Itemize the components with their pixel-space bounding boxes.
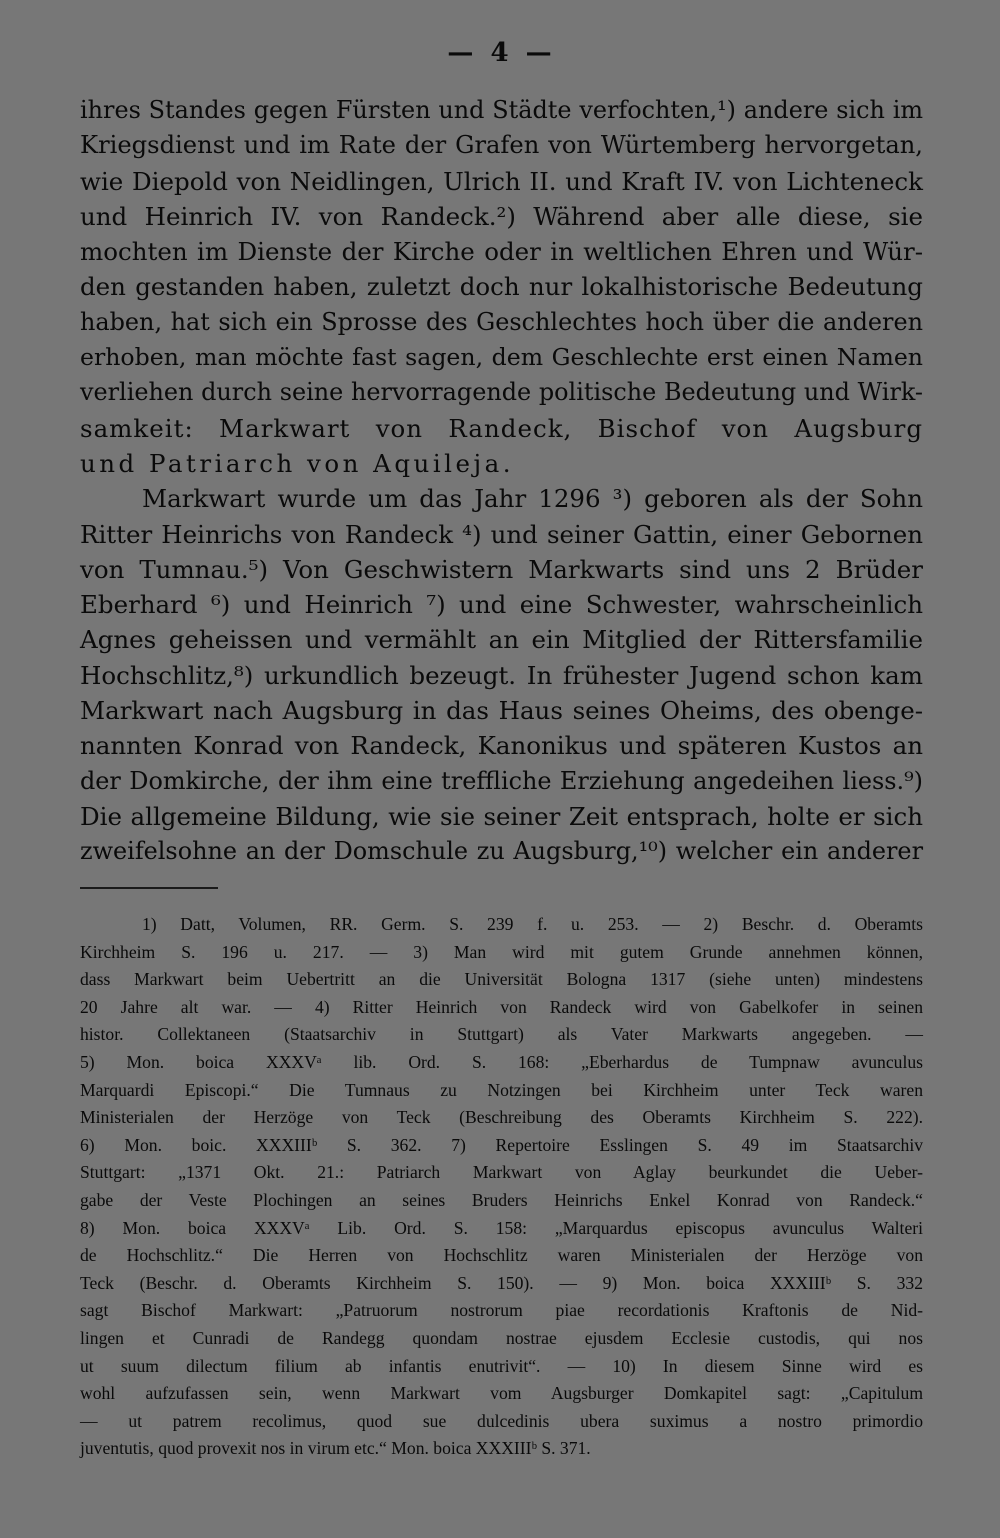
- text-line: Die allgemeine Bildung, wie sie seiner Zeit entsprach, holte er sich: [80, 801, 923, 831]
- footnote-line: juventutis, quod provexit nos in virum etc.“ Mon. boica XXXIIIᵇ S. 371.: [80, 1438, 591, 1459]
- text-line: den gestanden haben, zuletzt doch nur lokalhistorische Bedeutung: [80, 272, 923, 302]
- footnote-line: de Hochschlitz.“ Die Herren von Hochschlitz waren Ministerialen der Herzöge von: [80, 1245, 923, 1266]
- text-line: Eberhard ⁶) und Heinrich ⁷) und eine Schwester, wahrscheinlich: [80, 590, 923, 620]
- footnote-line: Stuttgart: „1371 Okt. 21.: Patriarch Markwart von Aglay beurkundet die Ueber-: [80, 1162, 923, 1183]
- footnote-line: histor. Collektaneen (Staatsarchiv in Stuttgart) als Vater Markwarts angegeben. —: [80, 1024, 923, 1045]
- footnote-line: ut suum dilectum filium ab infantis enutrivit“. — 10) In diesem Sinne wird es: [80, 1355, 923, 1376]
- text-line: und Patriarch von Aquileja.: [80, 448, 514, 478]
- text-line: nannten Konrad von Randeck, Kanonikus und späteren Kustos an: [80, 731, 923, 761]
- footnote-line: gabe der Veste Plochingen an seines Bruders Heinrichs Enkel Konrad von Randeck.“: [80, 1189, 923, 1210]
- text-line: samkeit: Markwart von Randeck, Bischof von Augsburg: [80, 413, 923, 443]
- text-line: und Heinrich IV. von Randeck.²) Während aber alle diese, sie: [80, 201, 923, 231]
- text-line: Ritter Heinrichs von Randeck ⁴) und seiner Gattin, einer Gebornen: [80, 519, 923, 549]
- footnote-line: 20 Jahre alt war. — 4) Ritter Heinrich von Randeck wird von Gabelkofer in seinen: [80, 996, 923, 1017]
- footnote-line: 5) Mon. boica XXXVᵃ lib. Ord. S. 168: „Eberhardus de Tumpnaw avunculus: [80, 1051, 923, 1072]
- page-number: — 4 —: [447, 38, 556, 68]
- footnote-line: 8) Mon. boica XXXVᵃ Lib. Ord. S. 158: „Marquardus episcopus avunculus Walteri: [80, 1217, 923, 1238]
- text-line: zweifelsohne an der Domschule zu Augsburg,¹⁰) welcher ein anderer: [80, 837, 923, 866]
- text-line: Markwart wurde um das Jahr 1296 ³) geboren als der Sohn: [142, 484, 923, 514]
- footnote-divider: [80, 887, 218, 889]
- footnote-line: Kirchheim S. 196 u. 217. — 3) Man wird mit gutem Grunde annehmen können,: [80, 941, 923, 962]
- text-line: Agnes geheissen und vermählt an ein Mitglied der Rittersfamilie: [80, 625, 923, 655]
- footnotes: [80, 911, 923, 1463]
- footnote-line: — ut patrem recolimus, quod sue dulcedinis ubera suximus a nostro primordio: [80, 1410, 923, 1431]
- text-line: Hochschlitz,⁸) urkundlich bezeugt. In frühester Jugend schon kam: [80, 660, 923, 690]
- footnote-line: 6) Mon. boic. XXXIIIᵇ S. 362. 7) Repertoire Esslingen S. 49 im Staatsarchiv: [80, 1134, 923, 1155]
- text-line: mochten im Dienste der Kirche oder in weltlichen Ehren und Wür-: [80, 237, 923, 267]
- footnote-line: lingen et Cunradi de Randegg quondam nostrae ejusdem Ecclesie custodis, qui nos: [80, 1327, 923, 1348]
- text-line: haben, hat sich ein Sprosse des Geschlechtes hoch über die anderen: [80, 307, 923, 336]
- footnote-line: sagt Bischof Markwart: „Patruorum nostrorum piae recordationis Kraftonis de Nid-: [80, 1300, 923, 1321]
- main-text: [80, 93, 923, 870]
- text-line: von Tumnau.⁵) Von Geschwistern Markwarts sind uns 2 Brüder: [80, 554, 923, 584]
- text-line: wie Diepold von Neidlingen, Ulrich II. und Kraft IV. von Lichteneck: [80, 166, 923, 196]
- text-line: der Domkirche, der ihm eine treffliche Erziehung angedeihen liess.⁹): [80, 766, 923, 795]
- text-line: erhoben, man möchte fast sagen, dem Geschlechte erst einen Namen: [80, 343, 923, 372]
- footnote-line: 1) Datt, Volumen, RR. Germ. S. 239 f. u. 253. — 2) Beschr. d. Oberamts: [142, 914, 923, 934]
- footnote-line: Ministerialen der Herzöge von Teck (Beschreibung des Oberamts Kirchheim S. 222).: [80, 1107, 923, 1128]
- text-line: ihres Standes gegen Fürsten und Städte verfochten,¹) andere sich im: [80, 96, 923, 124]
- footnote-line: wohl aufzufassen sein, wenn Markwart vom Augsburger Domkapitel sagt: „Capitulum: [80, 1383, 923, 1404]
- text-line: Kriegsdienst und im Rate der Grafen von Würtemberg hervorgetan,: [80, 131, 923, 160]
- footnote-line: dass Markwart beim Uebertritt an die Universität Bologna 1317 (siehe unten) mindestens: [80, 969, 923, 990]
- footnote-line: Marquardi Episcopi.“ Die Tumnaus zu Notzingen bei Kirchheim unter Teck waren: [80, 1079, 923, 1100]
- footnote-line: Teck (Beschr. d. Oberamts Kirchheim S. 150). — 9) Mon. boica XXXIIIᵇ S. 332: [80, 1272, 923, 1293]
- text-line: Markwart nach Augsburg in das Haus seines Oheims, des obenge-: [80, 696, 923, 726]
- text-line: verliehen durch seine hervorragende politische Bedeutung und Wirk-: [80, 378, 923, 407]
